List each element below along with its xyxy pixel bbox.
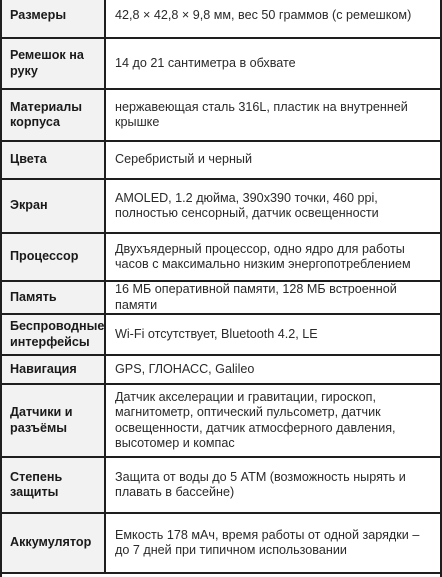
row-label: Процессор bbox=[2, 233, 105, 281]
row-label: Экран bbox=[2, 179, 105, 233]
row-label: Беспроводные интерфейсы bbox=[2, 314, 105, 355]
table-row-materials bbox=[2, 89, 440, 141]
row-label: Материалы корпуса bbox=[2, 89, 105, 141]
row-value: Двухъядерный процессор, одно ядро для работы часов с максимально низким энергопотреблением bbox=[105, 233, 440, 281]
table-row-memory bbox=[2, 281, 440, 314]
row-value: GPS, ГЛОНАСС, Galileo bbox=[105, 355, 440, 384]
spec-table bbox=[2, 0, 440, 574]
row-value: 42,8 × 42,8 × 9,8 мм, вес 50 граммов (с ремешком) bbox=[105, 0, 440, 38]
row-value: Датчик акселерации и гравитации, гироскоп, магнитометр, оптический пульсометр, датчик освещенности, датчик атмосферного давления, высотомер и компас bbox=[105, 384, 440, 457]
row-label: Ремешок на руку bbox=[2, 38, 105, 89]
row-label: Навигация bbox=[2, 355, 105, 384]
row-label: Степень защиты bbox=[2, 457, 105, 513]
row-label: Память bbox=[2, 281, 105, 314]
table-row-display bbox=[2, 179, 440, 233]
row-label: Датчики и разъёмы bbox=[2, 384, 105, 457]
row-label: Цвета bbox=[2, 141, 105, 179]
row-value: 16 МБ оперативной памяти, 128 МБ встроенной памяти bbox=[105, 281, 440, 314]
table-row-navigation bbox=[2, 355, 440, 384]
row-label: Размеры bbox=[2, 0, 105, 38]
row-value: Серебристый и черный bbox=[105, 141, 440, 179]
row-value: нержавеющая сталь 316L, пластик на внутренней крышке bbox=[105, 89, 440, 141]
table-row-sensors bbox=[2, 384, 440, 457]
table-row-colors bbox=[2, 141, 440, 179]
row-value: AMOLED, 1.2 дюйма, 390x390 точки, 460 ppi, полностью сенсорный, датчик освещенности bbox=[105, 179, 440, 233]
table-row-dimensions bbox=[2, 0, 440, 38]
row-value: Емкость 178 мАч, время работы от одной зарядки – до 7 дней при типичном использовании bbox=[105, 513, 440, 573]
table-row-processor bbox=[2, 233, 440, 281]
table-row-battery bbox=[2, 513, 440, 573]
table-row-wireless bbox=[2, 314, 440, 355]
row-label: Аккумулятор bbox=[2, 513, 105, 573]
row-value: 14 до 21 сантиметра в обхвате bbox=[105, 38, 440, 89]
table-row-protection bbox=[2, 457, 440, 513]
table-row-strap bbox=[2, 38, 440, 89]
row-value: Защита от воды до 5 ATM (возможность нырять и плавать в бассейне) bbox=[105, 457, 440, 513]
row-value: Wi-Fi отсутствует, Bluetooth 4.2, LE bbox=[105, 314, 440, 355]
